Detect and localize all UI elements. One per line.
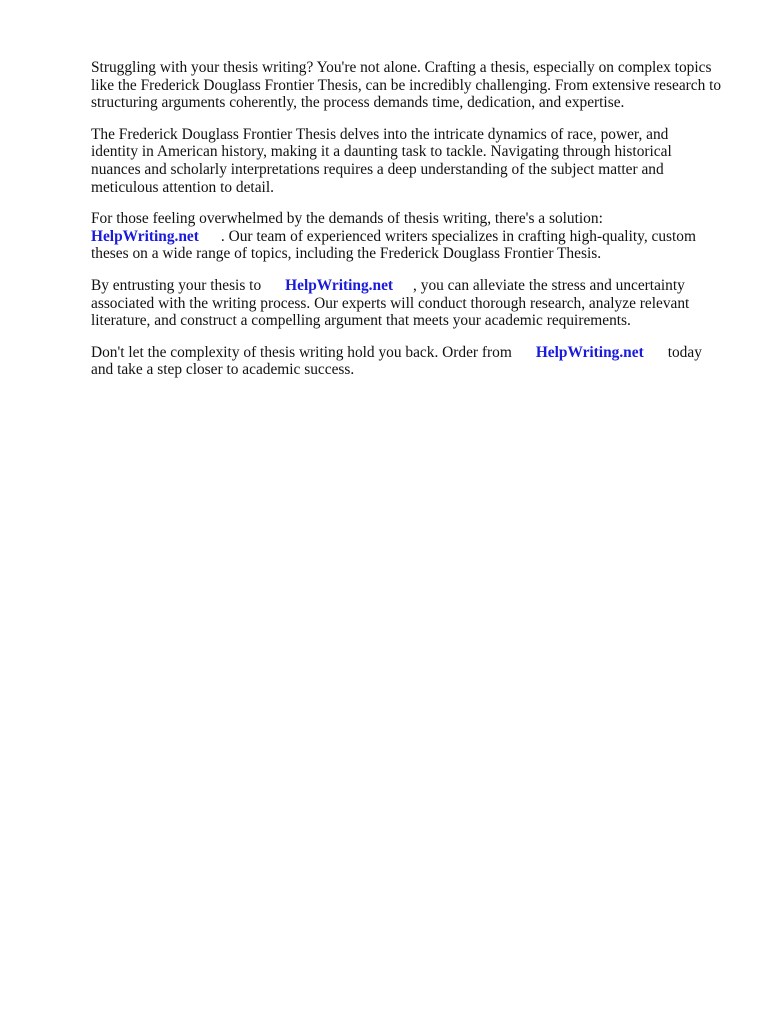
text-line: and take a step closer to academic success. [91, 361, 355, 379]
helpwriting-link[interactable]: HelpWriting.net [285, 276, 394, 294]
helpwriting-link[interactable]: HelpWriting.net [535, 343, 644, 361]
text-line: structuring arguments coherently, the process demands time, dedication, and expertise. [91, 94, 625, 112]
text-line: theses on a wide range of topics, including the Frederick Douglass Frontier Thesis. [91, 245, 602, 263]
text-line-with-link [91, 344, 731, 362]
text-line: like the Frederick Douglass Frontier Thesis, can be incredibly challenging. From extensive research to [91, 76, 722, 94]
text-line: nuances and scholarly interpretations requires a deep understanding of the subject matter and [91, 160, 664, 178]
paragraph-closing [91, 344, 731, 379]
text-fragment: Don't let the complexity of thesis writing hold you back. Order from [91, 343, 512, 361]
text-line: associated with the writing process. Our experts will conduct thorough research, analyze relevant [91, 294, 690, 312]
text-line: Struggling with your thesis writing? You're not alone. Crafting a thesis, especially on complex topics [91, 59, 712, 76]
text-line: identity in American history, making it a daunting task to tackle. Navigating through historical [91, 143, 672, 161]
text-line: meticulous attention to detail. [91, 178, 274, 196]
paragraph-entrusting [91, 277, 731, 330]
text-line-with-link [91, 228, 731, 246]
helpwriting-link[interactable]: HelpWriting.net [91, 227, 199, 245]
document-body [91, 59, 731, 393]
text-line-with-link [91, 277, 731, 295]
text-line: literature, and construct a compelling argument that meets your academic requirements. [91, 312, 631, 330]
text-fragment: By entrusting your thesis to [91, 276, 262, 294]
paragraph-intro [91, 59, 731, 112]
text-fragment: , you can alleviate the stress and uncertainty [413, 276, 685, 294]
paragraph-topic [91, 126, 731, 196]
text-fragment: today [667, 343, 702, 361]
text-line: For those feeling overwhelmed by the demands of thesis writing, there's a solution: [91, 210, 603, 228]
text-fragment: . Our team of experienced writers specializes in crafting high-quality, custom [220, 227, 696, 245]
text-line: The Frederick Douglass Frontier Thesis delves into the intricate dynamics of race, power, and [91, 125, 669, 143]
paragraph-solution [91, 210, 731, 263]
